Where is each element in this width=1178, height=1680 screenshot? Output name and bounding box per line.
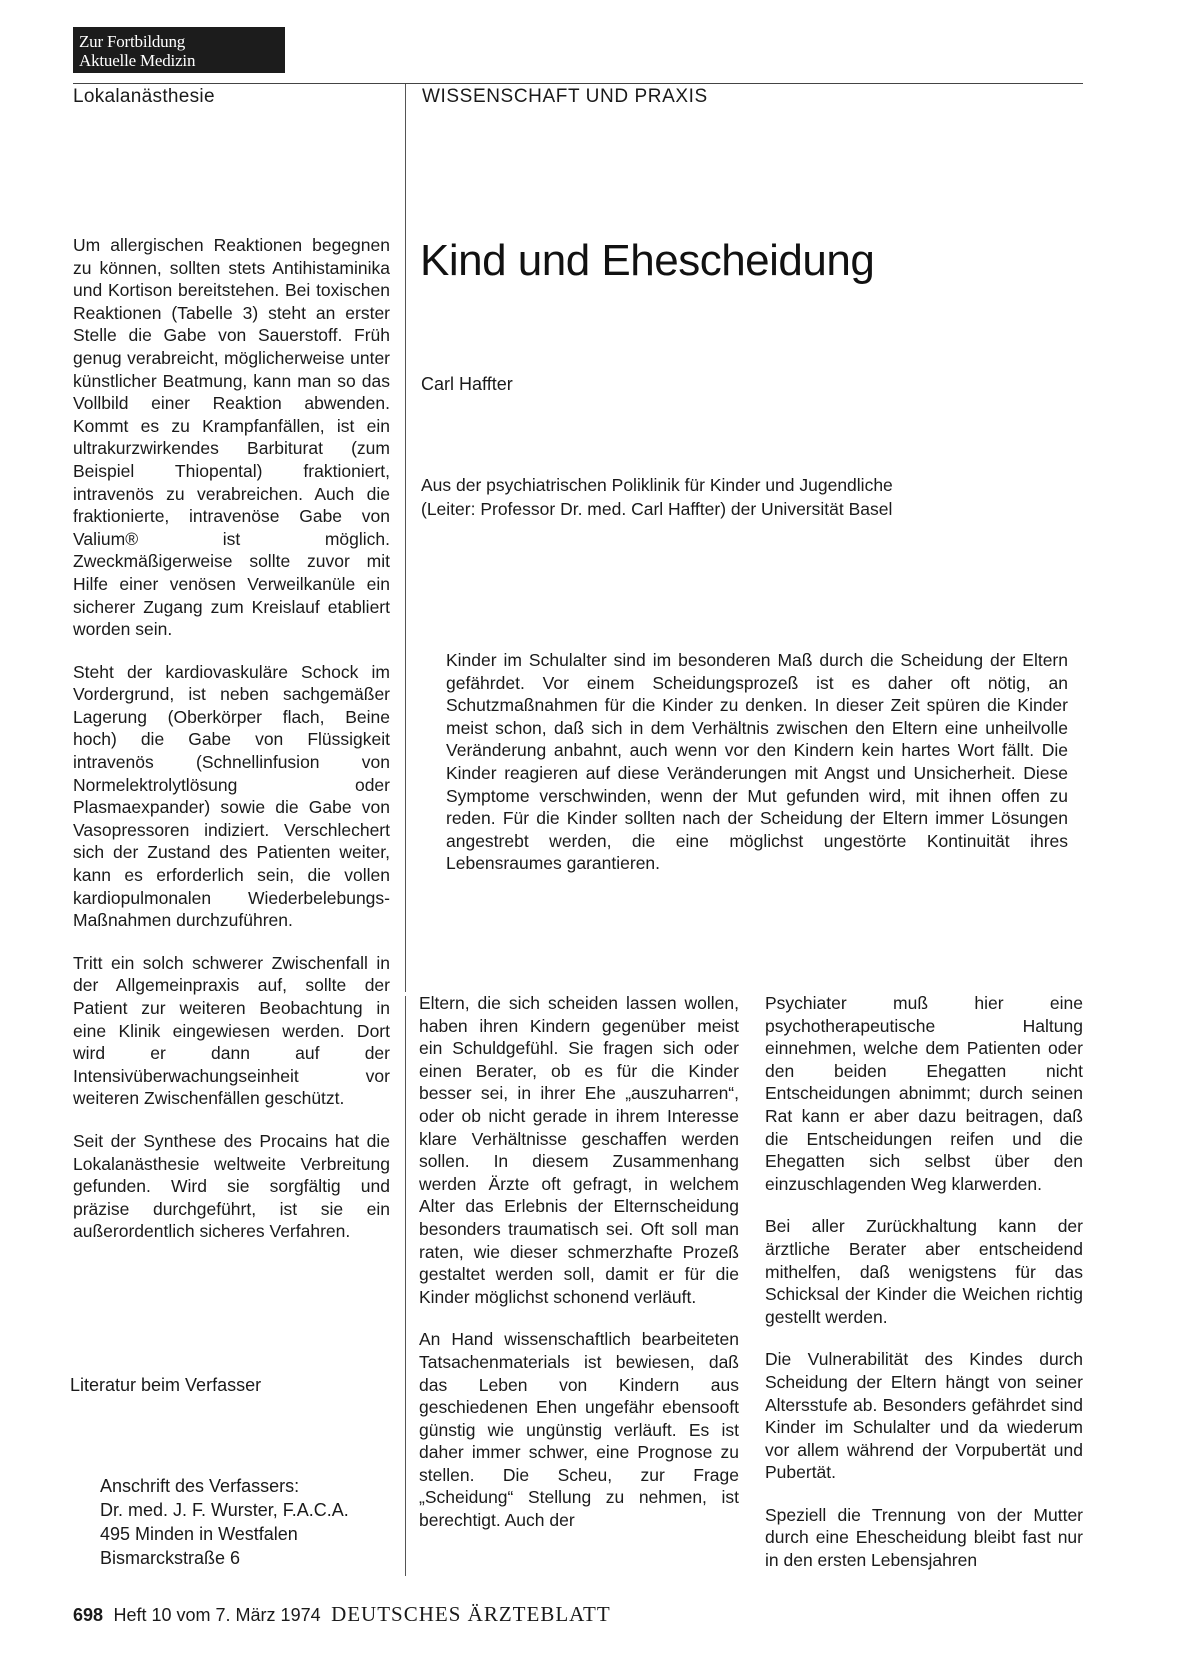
section-label-right: WISSENSCHAFT UND PRAXIS (422, 86, 708, 107)
left-paragraph-2: Steht der kardiovaskuläre Schock im Vordergrund, ist neben sachgemäßer Lagerung (Oberkörper flach, Beine hoch) die Gabe von Flüssigkeit intravenös (Schnellinfusion von Normelektrolytlösung oder Plasmaexpander) sowie die Gabe von Vasopressoren indiziert. Verschlechert sich der Zustand des Patienten weiter, kann es erforderlich sein, die vollen kardiopulmonalen Wiederbelebungs-Maßnahmen durchzuführen. (73, 661, 390, 931)
badge-line-2: Aktuelle Medizin (79, 51, 196, 70)
column-divider-top (405, 84, 406, 992)
affiliation-line-2: (Leiter: Professor Dr. med. Carl Haffter) der Universität Basel (421, 499, 893, 519)
badge-line-1: Zur Fortbildung (79, 32, 186, 51)
address-line-3: 495 Minden in Westfalen (100, 1524, 298, 1544)
left-paragraph-1: Um allergischen Reaktionen begegnen zu können, sollten stets Antihistaminika und Kortison bereitstehen. Bei toxischen Reaktionen (Tabelle 3) steht an erster Stelle die Gabe von Sauerstoff. Früh genug verabreicht, möglicherweise unter künstlicher Beatmung, kann man so das Vollbild einer Reaktion abwenden. Kommt es zu Krampfanfällen, ist ein ultrakurzwirkendes Barbiturat (zum Beispiel Thiopental) fraktioniert, intravenös zu verabreichen. Auch die fraktionierte, intravenöse Gabe von Valium® ist möglich. Zweckmäßigerweise sollte zuvor mit Hilfe einer venösen Verweilkanüle ein sicherer Zugang zum Kreislauf etabliert worden sein. (73, 235, 390, 640)
middle-paragraph-2: An Hand wissenschaftlich bearbeiteten Tatsachenmaterials ist bewiesen, daß das Leben von Kindern aus geschiedenen Ehen ungefähr ebensooft günstig wie ungünstig verläuft. Es ist daher immer schwer, eine Prognose zu stellen. Die Scheu, zur Frage „Scheidung“ Stellung zu nehmen, ist berechtigt. Auch der (419, 1329, 739, 1531)
article-affiliation (421, 473, 893, 521)
left-paragraph-3: Tritt ein solch schwerer Zwischenfall in der Allgemeinpraxis auf, sollte der Patient zur weiteren Beobachtung in eine Klinik eingewiesen werden. Dort wird er dann auf der Intensivüberwachungseinheit vor weiteren Zwischenfällen geschützt. (73, 952, 390, 1109)
middle-paragraph-1: Eltern, die sich scheiden lassen wollen, haben ihren Kindern gegenüber meist ein Schuldgefühl. Sie fragen sich oder einen Berater, ob es für die Kinder besser sei, in ihrer Ehe „auszuharren“, oder ob nicht gerade in ihrem Interesse klare Verhältnisse geschaffen werden sollen. In diesem Zusammenhang werden Ärzte oft gefragt, in welchem Alter das Erlebnis der Elternscheidung besonders traumatisch sei. Oft soll man raten, wie dieser schmerzhafte Prozeß gestaltet werden soll, damit er für die Kinder möglichst schonend verläuft. (419, 993, 739, 1307)
address-line-4: Bismarckstraße 6 (100, 1548, 241, 1568)
page-number: 698 (73, 1605, 104, 1625)
article-author: Carl Haffter (421, 374, 513, 394)
affiliation-line-1: Aus der psychiatrischen Poliklinik für Kinder und Jugendliche (421, 475, 893, 495)
page-footer (73, 1602, 611, 1627)
header-rule (73, 83, 1083, 84)
section-badge (73, 27, 285, 73)
left-paragraph-4: Seit der Synthese des Procains hat die Lokalanästhesie weltweite Verbreitung gefunden. Wird sie sorgfältig und präzise durchgeführt, ist sie ein außerordentlich sicheres Verfahren. (73, 1130, 390, 1242)
address-line-2: Dr. med. J. F. Wurster, F.A.C.A. (100, 1500, 349, 1520)
right-paragraph-3: Die Vulnerabilität des Kindes durch Scheidung der Eltern hängt von seiner Altersstufe ab. Besonders gefährdet sind Kinder im Schulalter und da wiederum vor allem während der Vorpubertät und Pubertät. (765, 1349, 1083, 1483)
article-abstract: Kinder im Schulalter sind im besonderen Maß durch die Scheidung der Eltern gefährdet. Vor einem Scheidungsprozeß ist es daher oft nötig, an Schutzmaßnahmen für die Kinder zu denken. In dieser Zeit spüren die Kinder meist schon, daß sich in dem Verhältnis zwischen den Eltern eine unheilvolle Veränderung anbahnt, auch wenn vor den Kindern kein hartes Wort fällt. Die Kinder reagieren auf diese Veränderungen mit Angst und Unsicherheit. Diese Symptome verschwinden, wenn der Mut gefunden wird, mit ihnen offen zu reden. Für die Kinder sollten nach der Scheidung der Eltern immer Lösungen angestrebt werden, die eine möglichst ungestörte Kontinuität ihres Lebensraumes garantieren. (446, 650, 1068, 874)
issue-info: Heft 10 vom 7. März 1974 (113, 1605, 321, 1625)
literature-note: Literatur beim Verfasser (70, 1375, 262, 1395)
right-paragraph-4: Speziell die Trennung von der Mutter durch eine Ehescheidung bleibt fast nur in den ersten Lebensjahren (765, 1504, 1083, 1571)
author-address (100, 1474, 349, 1570)
right-column (765, 992, 1083, 1592)
left-column (73, 234, 390, 1263)
middle-column (419, 992, 739, 1552)
column-divider-bottom (405, 996, 406, 1576)
right-paragraph-1: Psychiater muß hier eine psychotherapeutische Haltung einnehmen, welche dem Patienten oder den beiden Ehegatten nicht Entscheidungen abnimmt; durch seinen Rat kann er aber dazu beitragen, daß die Entscheidungen reifen und die Ehegatten sich selbst über den einzuschlagenden Weg klarwerden. (765, 993, 1083, 1194)
journal-name: DEUTSCHES ÄRZTEBLATT (331, 1602, 611, 1626)
right-paragraph-2: Bei aller Zurückhaltung kann der ärztliche Berater aber entscheidend mithelfen, daß wenigstens für das Schicksal der Kinder die Weichen richtig gestellt werden. (765, 1216, 1083, 1327)
section-label-left: Lokalanästhesie (73, 86, 215, 107)
article-title: Kind und Ehescheidung (420, 236, 875, 285)
address-line-1: Anschrift des Verfassers: (100, 1476, 300, 1496)
